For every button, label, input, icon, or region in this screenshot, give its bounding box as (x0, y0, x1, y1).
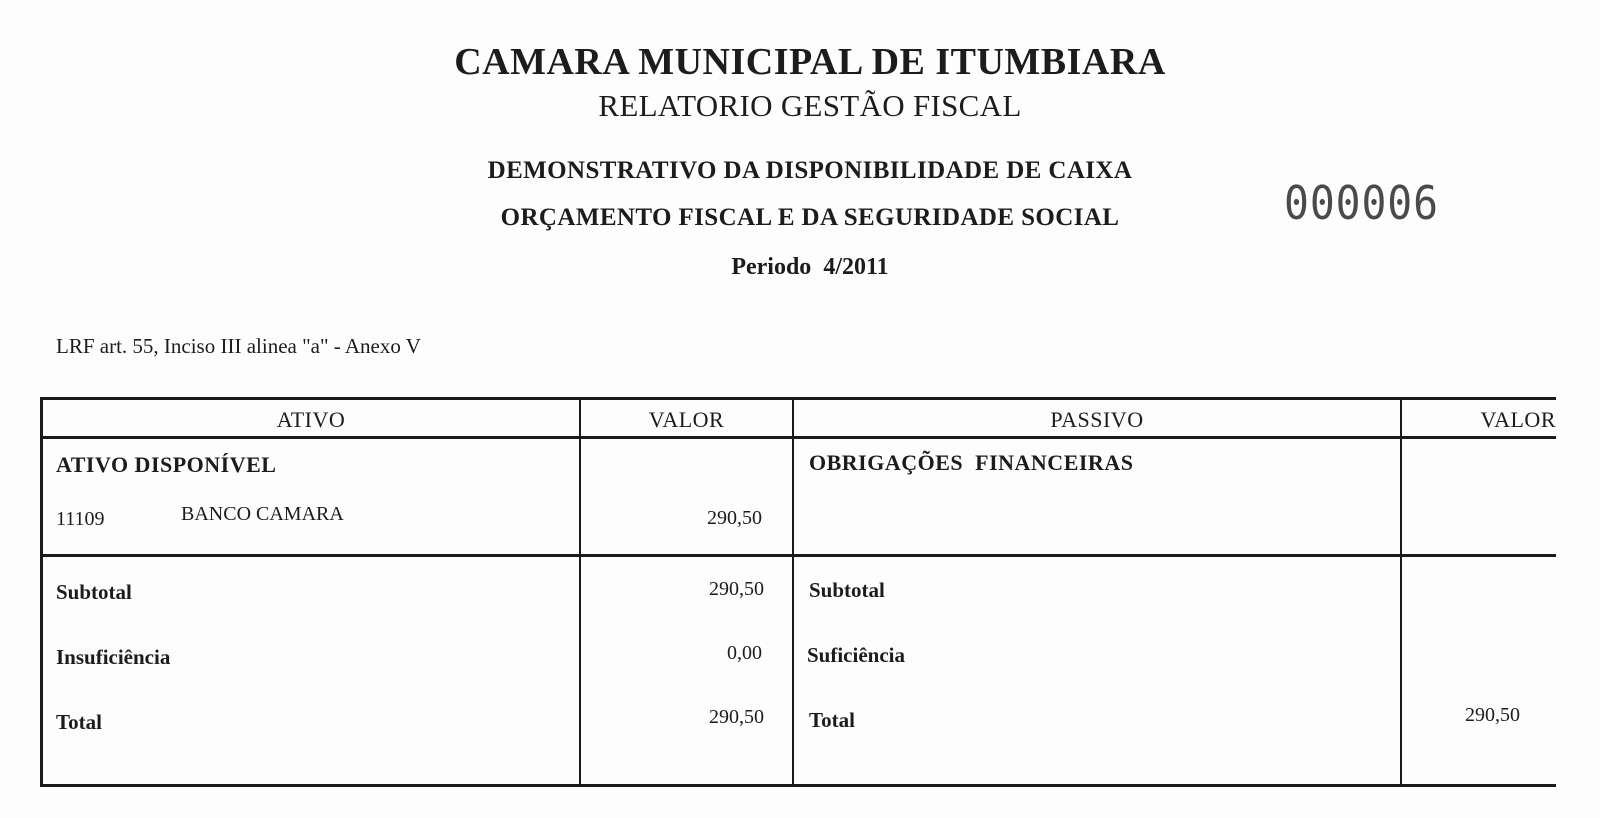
insuficiencia-value: 0,00 (727, 642, 762, 664)
period-value: 4/2011 (823, 254, 889, 280)
page-number-stamp: 000006 (1284, 176, 1439, 230)
report-title: RELATORIO GESTÃO FISCAL (598, 88, 1022, 123)
passivo-subtotal-label: Subtotal (809, 578, 885, 602)
legal-reference: LRF art. 55, Inciso III alinea "a" - Anexo V (56, 334, 421, 358)
column-header-ativo: ATIVO (276, 407, 346, 432)
passivo-section-heading: OBRIGAÇÕES FINANCEIRAS (809, 450, 1134, 475)
suficiencia-label: Suficiência (807, 643, 905, 667)
period-label: Periodo (731, 254, 812, 280)
insuficiencia-label: Insuficiência (56, 645, 171, 669)
column-divider-3 (1400, 397, 1402, 787)
passivo-total-label: Total (809, 708, 855, 732)
account-value: 290,50 (707, 507, 762, 529)
column-header-valor-left: VALOR (648, 407, 725, 432)
account-name: BANCO CAMARA (181, 503, 344, 525)
table-bottom-border (40, 784, 1556, 787)
column-header-passivo: PASSIVO (1050, 407, 1144, 432)
ativo-subtotal-label: Subtotal (56, 580, 132, 604)
statement-title: DEMONSTRATIVO DA DISPONIBILIDADE DE CAIXA (487, 157, 1133, 184)
column-divider-2 (792, 397, 794, 787)
table-top-border (40, 397, 1556, 400)
ativo-subtotal-value: 290,50 (709, 578, 764, 600)
column-header-valor-right: VALOR (1480, 407, 1556, 432)
account-code: 11109 (56, 508, 105, 530)
budget-title: ORÇAMENTO FISCAL E DA SEGURIDADE SOCIAL (500, 204, 1120, 231)
column-divider-1 (579, 397, 581, 787)
ativo-total-label: Total (56, 710, 102, 734)
organization-title: CAMARA MUNICIPAL DE ITUMBIARA (454, 41, 1166, 83)
table-left-border (40, 397, 43, 787)
period (0, 254, 1600, 281)
ativo-section-heading: ATIVO DISPONÍVEL (56, 452, 277, 477)
table-header-divider (40, 436, 1556, 439)
passivo-total-value: 290,50 (1465, 704, 1520, 726)
table-section-divider (40, 554, 1556, 557)
ativo-total-value: 290,50 (709, 706, 764, 728)
